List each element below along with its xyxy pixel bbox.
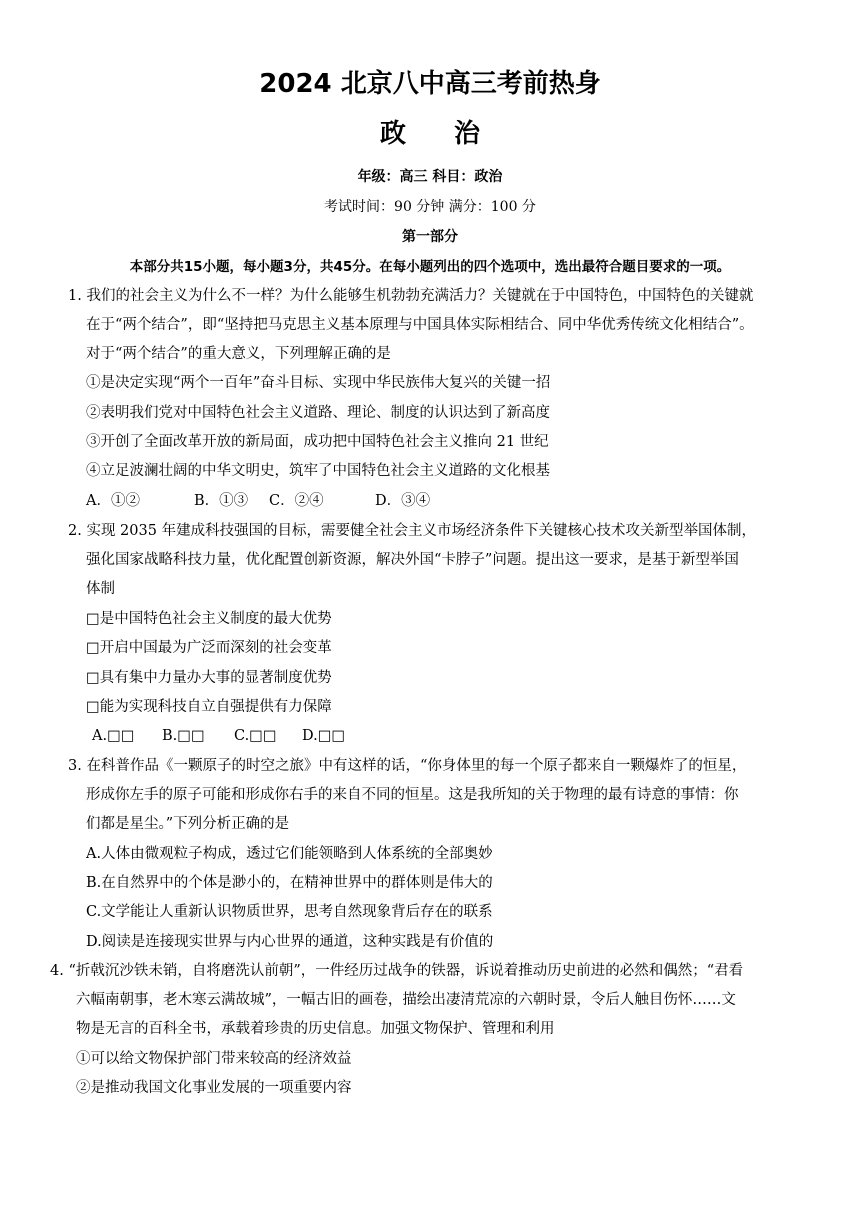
- q2-item-2: □开启中国最为广泛而深刻的社会变革: [86, 640, 332, 656]
- q2-option-d: D.□□: [302, 728, 346, 744]
- q2-option-b: B.□□: [162, 728, 205, 744]
- instructions: 本部分共15小题，每小题3分，共45分。在每小题列出的四个选项中，选出最符合题目要求的一项。: [129, 259, 731, 275]
- q2-item-1: □是中国特色社会主义制度的最大优势: [86, 611, 332, 627]
- q1-option-a: A．①②: [86, 493, 140, 509]
- q1-option-b: B．①③: [194, 493, 249, 509]
- q2-line-2: 强化国家战略科技力量，优化配置创新资源，解决外国“卡脖子”问题。提出这一要求，是基于新型举国: [86, 552, 739, 568]
- q1-item-4: ④立足波澜壮阔的中华文明史，筑牢了中国特色社会主义道路的文化根基: [86, 463, 550, 479]
- q2-options: [92, 725, 345, 747]
- q1-line-3: 对于“两个结合”的重大意义，下列理解正确的是: [86, 346, 391, 362]
- q3-option-b: B.在自然界中的个体是渺小的，在精神世界中的群体则是伟大的: [86, 875, 493, 891]
- q4-item-2: ②是推动我国文化事业发展的一项重要内容: [76, 1080, 352, 1096]
- q1-item-2: ②表明我们党对中国特色社会主义道路、理论、制度的认识达到了新高度: [86, 405, 550, 421]
- q2-option-a: A.□□: [92, 728, 135, 744]
- q3-line-3: 们都是星尘。”下列分析正确的是: [86, 816, 290, 832]
- q1-option-c: C．②④: [269, 493, 324, 509]
- q2-item-3: □具有集中力量办大事的显著制度优势: [86, 670, 332, 686]
- q4-line-3: 物是无言的百科全书，承载着珍贵的历史信息。加强文物保护、管理和利用: [76, 1021, 555, 1037]
- q2-line-1: 2. 实现 2035 年建成科技强国的目标，需要健全社会主义市场经济条件下关键核心技术攻关新型举国体制，: [68, 523, 757, 539]
- q1-item-3: ③开创了全面改革开放的新局面，成功把中国特色社会主义推向 21 世纪: [86, 434, 549, 450]
- q2-item-4: □能为实现科技自立自强提供有力保障: [86, 699, 332, 715]
- q1-line-1: 1. 我们的社会主义为什么不一样？为什么能够生机勃勃充满活力？关键就在于中国特色，中国特色的关键就: [68, 288, 754, 304]
- q4-item-1: ①可以给文物保护部门带来较高的经济效益: [76, 1051, 352, 1067]
- q4-line-1: 4. “折戟沉沙铁未销，自将磨洗认前朝”，一件经历过战争的铁器，诉说着推动历史前进的必然和偶然；“君看: [50, 963, 744, 979]
- q4-line-2: 六幅南朝事，老木寒云满故城”，一幅古旧的画卷，描绘出凄清荒凉的六朝时景，令后人触目伤怀……文: [76, 992, 736, 1008]
- q2-line-3: 体制: [86, 581, 115, 597]
- q1-options: [86, 490, 430, 512]
- q3-option-d: D.阅读是连接现实世界与内心世界的通道，这种实践是有价值的: [86, 934, 494, 950]
- page-title: 2024 北京八中高三考前热身: [259, 69, 601, 99]
- part-heading: 第一部分: [402, 229, 458, 245]
- q3-line-2: 形成你左手的原子可能和形成你右手的来自不同的恒星。这是我所知的关于物理的最有诗意的事情：你: [86, 787, 739, 803]
- q1-item-1: ①是决定实现“两个一百年”奋斗目标、实现中华民族伟大复兴的关键一招: [86, 375, 551, 391]
- q2-option-c: C.□□: [234, 728, 277, 744]
- grade-subject-line: 年级：高三 科目：政治: [357, 169, 503, 185]
- q1-option-d: D．③④: [375, 493, 431, 509]
- q3-line-1: 3. 在科普作品《一颗原子的时空之旅》中有这样的话，“你身体里的每一个原子都来自一颗爆炸了的恒星，: [68, 758, 747, 774]
- subject-title: 政治: [379, 119, 528, 149]
- q3-option-a: A.人体由微观粒子构成，透过它们能领略到人体系统的全部奥妙: [86, 846, 493, 862]
- q1-line-2: 在于“两个结合”，即“坚持把马克思主义基本原理与中国具体实际相结合、同中华优秀传统文化相结合”。: [86, 317, 754, 333]
- exam-time-line: 考试时间：90 分钟 满分：100 分: [324, 199, 536, 215]
- q3-option-c: C.文学能让人重新认识物质世界，思考自然现象背后存在的联系: [86, 904, 493, 920]
